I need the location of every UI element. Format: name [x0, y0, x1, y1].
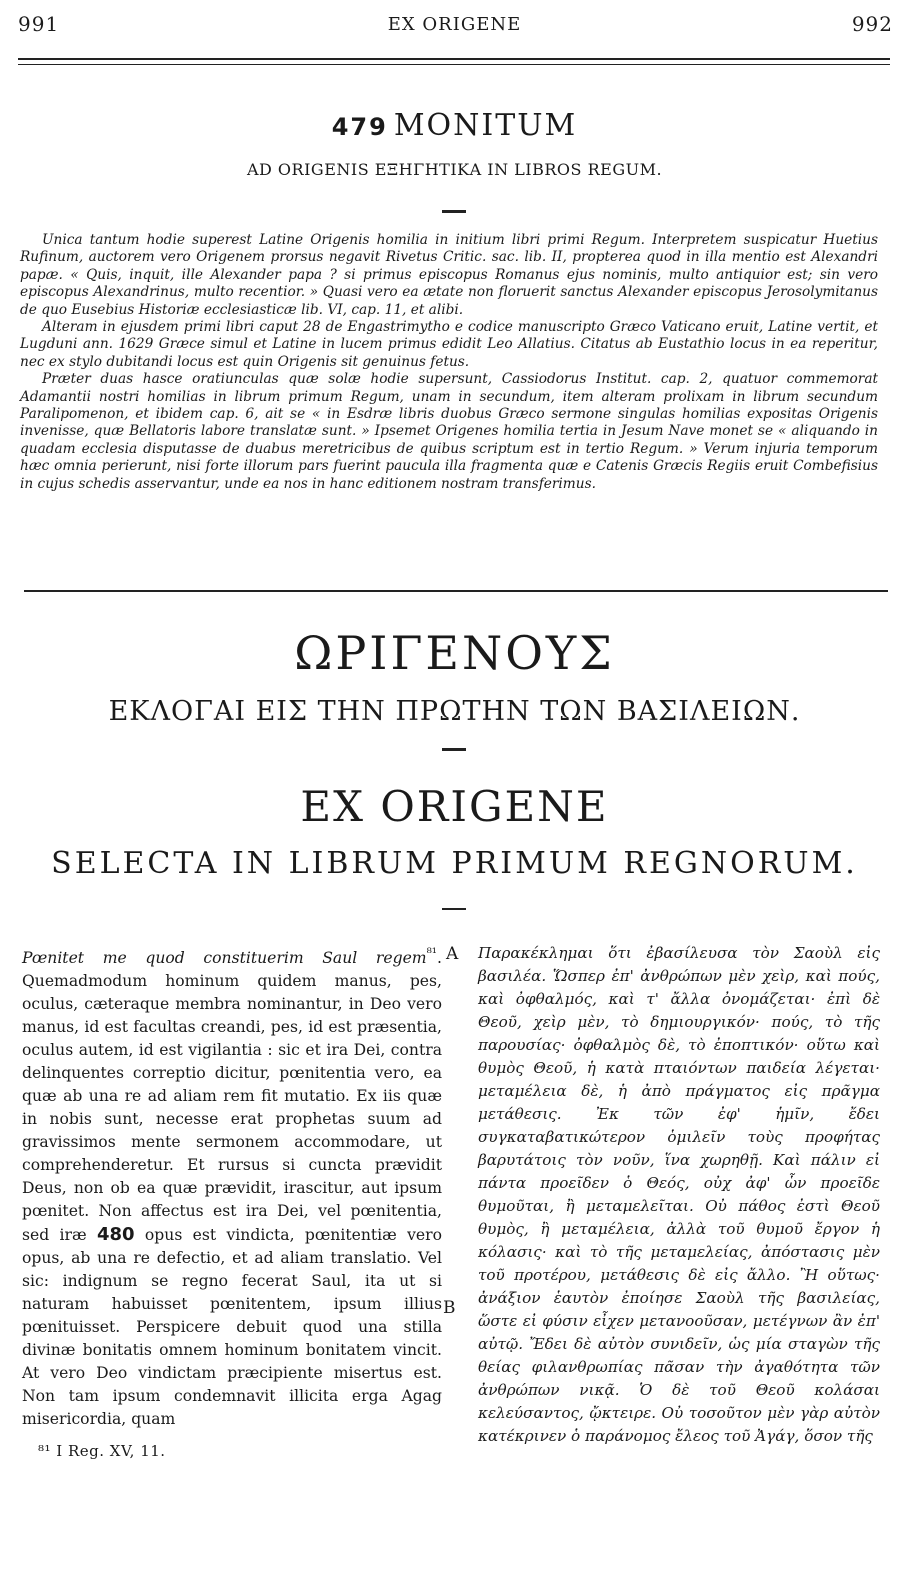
- section-dash: [442, 210, 466, 213]
- monitum-heading: [0, 108, 909, 143]
- latin-paragraph: [22, 942, 442, 1431]
- monitum-title: MONITUM: [393, 108, 578, 143]
- greek-title: ΩΡΙΓΕΝΟΥΣ: [294, 626, 615, 680]
- section-rule: [24, 590, 888, 592]
- column-number-left: 991: [18, 12, 60, 36]
- intro-paragraph: Alteram in ejusdem primi libri caput 28 de Engastrimytho e codice manuscripto Græco Vaticano eruit, Latine vertit, et Lugduni ann. 1629 Græce simul et Latine in lucem primus edidit Leo Allatius. Citatus ab Eustathio locus in ea reperitur, nec ex stylo dubitandi locus est quin Origenis sit genuinus fetus.: [20, 319, 878, 370]
- header-rule-thin: [18, 64, 890, 65]
- footnote-ref: ⁸¹: [426, 946, 438, 961]
- margin-marker-a: A: [446, 944, 459, 964]
- latin-text: opus est vindicta, pœnitentiæ vero opus, ab una re defectio, et ad aliam translatio. Vel sic: indignum se regno fecerat Saul, ita ut si naturam habuisset pœnitentem, ipsum illius pœnituisset. Perspicere debuit quod una stilla divinæ bonitatis omnem hominum bonitatem vincit. At vero Deo vindictam præcipiente misertus est. Non tam ipsum condemnavit illicita erga Agag misericordia, quam: [22, 1226, 442, 1429]
- latin-title: EX ORIGENE: [300, 782, 609, 831]
- margin-marker-b: B: [443, 1298, 456, 1318]
- intro-paragraph: Unica tantum hodie superest Latine Origenis homilia in initium libri primi Regum. Interpretem suspicatur Huetius Rufinum, auctorem vero Origenem prorsus negavit Rivetus Critic. sac. lib. II, propterea quod in illa mentio est Alexandri papæ. « Quis, inquit, ille Alexander papa ? si primus episcopus Romanus ejus nominis, multo antiquior est; sin vero episcopus Alexandrinus, multo recentior. » Quasi vero ea ætate non floruerit sanctus Alexander episcopus Jerosolymitanus de quo Eusebius Historiæ ecclesiasticæ lib. VI, cap. 11, et alibi.: [20, 232, 878, 318]
- page-number-marker: 480: [97, 1224, 135, 1246]
- greek-subtitle: ΕΚΛΟΓΑΙ ΕΙΣ ΤΗΝ ΠΡΩΤΗΝ ΤΩΝ ΒΑΣΙΛΕΙΩΝ.: [108, 696, 801, 727]
- latin-lead-verse: Pœnitet me quod constituerim Saul regem: [22, 949, 427, 968]
- greek-paragraph: Παρακέκλημαι ὅτι ἐβασίλευσα τὸν Σαοὺλ εἰς βασιλέα. Ὥσπερ ἐπ' ἀνθρώπων μὲν χεὶρ, καὶ πούς, καὶ ὀφθαλμός, καὶ τ' ἄλλα ὀνομάζεται· ἐπὶ δὲ Θεοῦ, χεὶρ μὲν, τὸ δημιουργικόν· πούς, τὸ τῆς παρουσίας· ὀφθαλμὸς δὲ, τὸ ἐποπτικόν· οὕτω καὶ θυμὸς Θεοῦ, ἡ κατὰ πταιόντων παιδεία λέγεται· μεταμέλεια δὲ, ἡ ἀπὸ πράγματος εἰς πρᾶγμα μετάθεσις. Ἐκ τῶν ἐφ' ἡμῖν, ἔδει συγκαταβατικώτερον ὁμιλεῖν τοὺς προφήτας βαρυτάτοις τὸν νοῦν, ἵνα χωρηθῇ. Καὶ πάλιν εἰ πάντα προεῖδεν ὁ Θεός, οὐχ ἀφ' ὧν προεῖδε θυμοῦται, ἢ μεταμελεῖται. Οὐ πάθος ἐστὶ Θεοῦ θυμὸς, ἢ μεταμέλεια, ἀλλὰ τοῦ θυμοῦ ἔργον ἡ κόλασις· καὶ τὸ τῆς μεταμελείας, ἀπόστασις μὲν τοῦ προτέρου, μετάθεσις δὲ εἰς ἄλλο. Ἢ οὕτως· ἀνάξιον ἑαυτὸν ἐποίησε Σαοὺλ τῆς βασιλείας, ὥστε εἰ φύσιν εἶχεν μετανοοῦσαν, μετέγνων ἂν ἐπ' αὐτῷ. Ἔδει δὲ αὐτὸν συνιδεῖν, ὡς μία σταγὼν τῆς θείας φιλανθρωπίας πᾶσαν τὴν ἀγαθότητα τῶν ἀνθρώπων νικᾷ. Ὁ δὲ τοῦ Θεοῦ κολάσαι κελεύσαντος, ᾤκτειρε. Οὐ τοσοῦτον μὲν γὰρ αὐτὸν κατέκρινεν ὁ παράνομος ἔλεος τοῦ Ἀγάγ, ὅσον τῆς: [478, 944, 880, 1445]
- title-dash: [442, 748, 466, 751]
- title-dash: [442, 908, 466, 910]
- intro-notice: [20, 232, 878, 493]
- monitum-number: 479: [331, 113, 388, 141]
- greek-text-column: [478, 942, 880, 1448]
- latin-text: . Quemadmodum hominum quidem manus, pes, oculus, cæteraque membra nominantur, in Deo vero manus, id est facultas creandi, pes, id est præsentia, oculus autem, id est vigilantia : sic et ira Dei, contra delinquentes correptio dicitur, pœnitentia vero, ea quæ ab una re ad aliam rem fit mutatio. Ex iis quæ in nobis sunt, necesse erat prophetas suum ad gravissimos mente sermonem accommodare, ut comprehenderetur. Et rursus si cuncta prævidit Deus, non ob ea quæ prævidit, irascitur, aut ipsum pœnitet. Non affectus est ira Dei, vel pœnitentia, sed iræ: [22, 949, 442, 1245]
- monitum-subtitle: AD ORIGENIS ΕΞΗΓΗΤΙΚΑ IN LIBROS REGUM.: [246, 160, 663, 179]
- latin-text-column: [22, 942, 442, 1431]
- latin-subtitle: SELECTA IN LIBRUM PRIMUM REGNORUM.: [51, 846, 858, 881]
- footnote: ⁸¹ I Reg. XV, 11.: [38, 1442, 166, 1460]
- column-number-right: 992: [851, 12, 893, 36]
- header-rule: [18, 58, 890, 60]
- running-title: EX ORIGENE: [387, 14, 522, 35]
- intro-paragraph: Præter duas hasce oratiunculas quæ solæ hodie supersunt, Cassiodorus Institut. cap. 2, quatuor commemorat Adamantii nostri homilias in librum primum Regum, unam in secundum, item alteram prolixam in librum secundum Paralipomenon, et ibidem cap. 6, ait se « in Esdræ libris duobus Græco sermone singulas homilias expositas Origenis invenisse, quæ Bellatoris labore translatæ sunt. » Ipsemet Origenes homilia tertia in Jesum Nave monet se « aliquando in quadam ecclesia disputasse de duabus meretricibus de quibus scriptum est in tertio Regum. » Verum injuria temporum hæc omnia perierunt, nisi forte illorum pars fuerint paucula illa fragmenta quæ e Catenis Græcis Regiis eruit Combefisius in cujus schedis asservantur, unde ea nos in hanc editionem nostram transferimus.: [20, 371, 878, 492]
